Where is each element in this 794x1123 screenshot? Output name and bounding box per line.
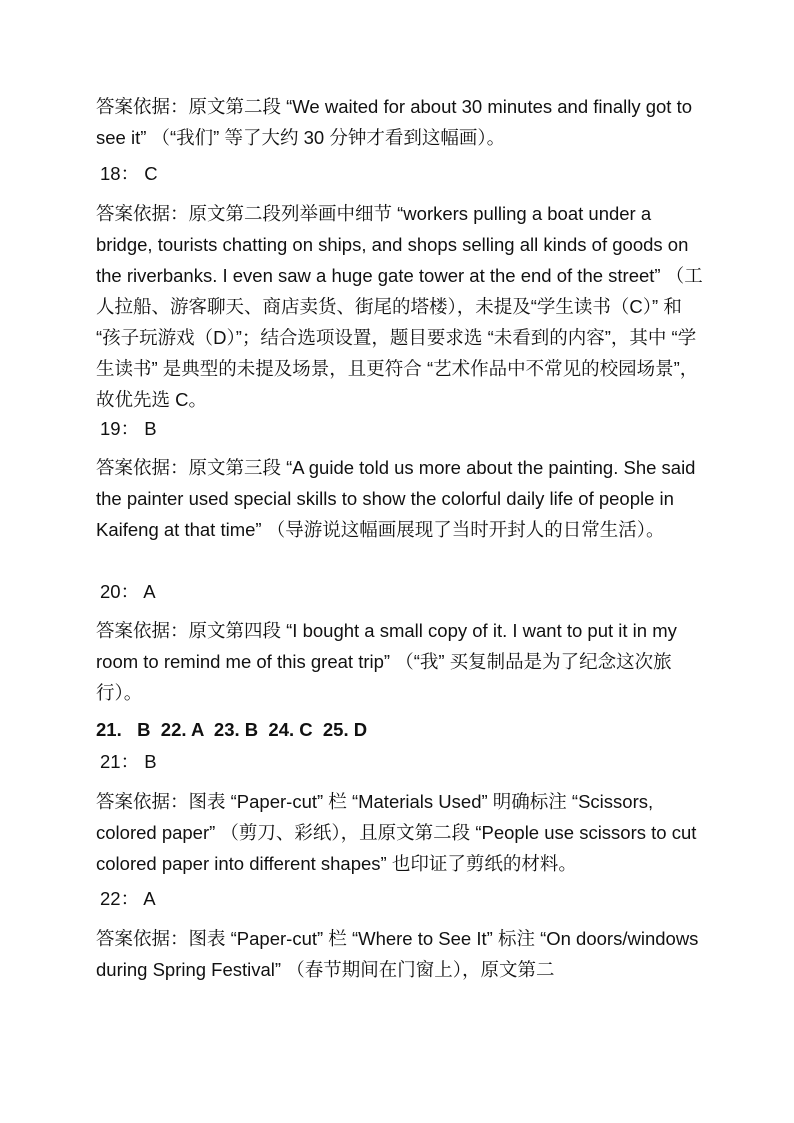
answer-basis-18: 答案依据：原文第二段列举画中细节 “workers pulling a boat under a bridge, tourists chatting on ships, and shops selling all kinds of goods on the riverbanks. I even saw a huge gate tower at the end of the street” （工人拉船、游客聊天、商店卖货、街尾的塔楼），未提及“学生读书（C）” 和 “孩子玩游戏（D）”；结合选项设置，题目要求选 “未看到的内容”，其中 “学生读书” 是典型的未提及场景，且更符合 “艺术作品中不常见的校园场景”，故优先选 C。 (96, 203, 703, 410)
answer-basis-19: 答案依据：原文第三段 “A guide told us more about the painting. She said the painter used special skills to show the colorful daily life of people in Kaifeng at that time” （导游说这幅画展现了当时开封人的日常生活）。 (96, 457, 696, 540)
answer-label-19: 19： B (100, 418, 157, 439)
answer-label-20: 20： A (100, 581, 156, 602)
answer-basis-21: 答案依据：图表 “Paper-cut” 栏 “Materials Used” 明确标注 “Scissors, colored paper” （剪刀、彩纸），且原文第二段 “People use scissors to cut colored paper into different shapes” 也印证了剪纸的材料。 (96, 791, 697, 874)
answers-21-25: 21. B 22. A 23. B 24. C 25. D (96, 719, 368, 740)
answer-basis-17: 答案依据：原文第二段 “We waited for about 30 minutes and finally got to see it” （“我们” 等了大约 30 分钟才看到这幅画）。 (96, 96, 693, 148)
answer-label-18: 18： C (100, 163, 158, 184)
answer-label-22: 22： A (100, 888, 156, 909)
answer-label-21: 21： B (100, 751, 157, 772)
answer-basis-22: 答案依据：图表 “Paper-cut” 栏 “Where to See It” 标注 “On doors/windows during Spring Festival” （春节期间在门窗上），原文第二 (96, 928, 699, 980)
answer-basis-20: 答案依据：原文第四段 “I bought a small copy of it. I want to put it in my room to remind me of this great trip” （“我” 买复制品是为了纪念这次旅行）。 (96, 620, 677, 703)
